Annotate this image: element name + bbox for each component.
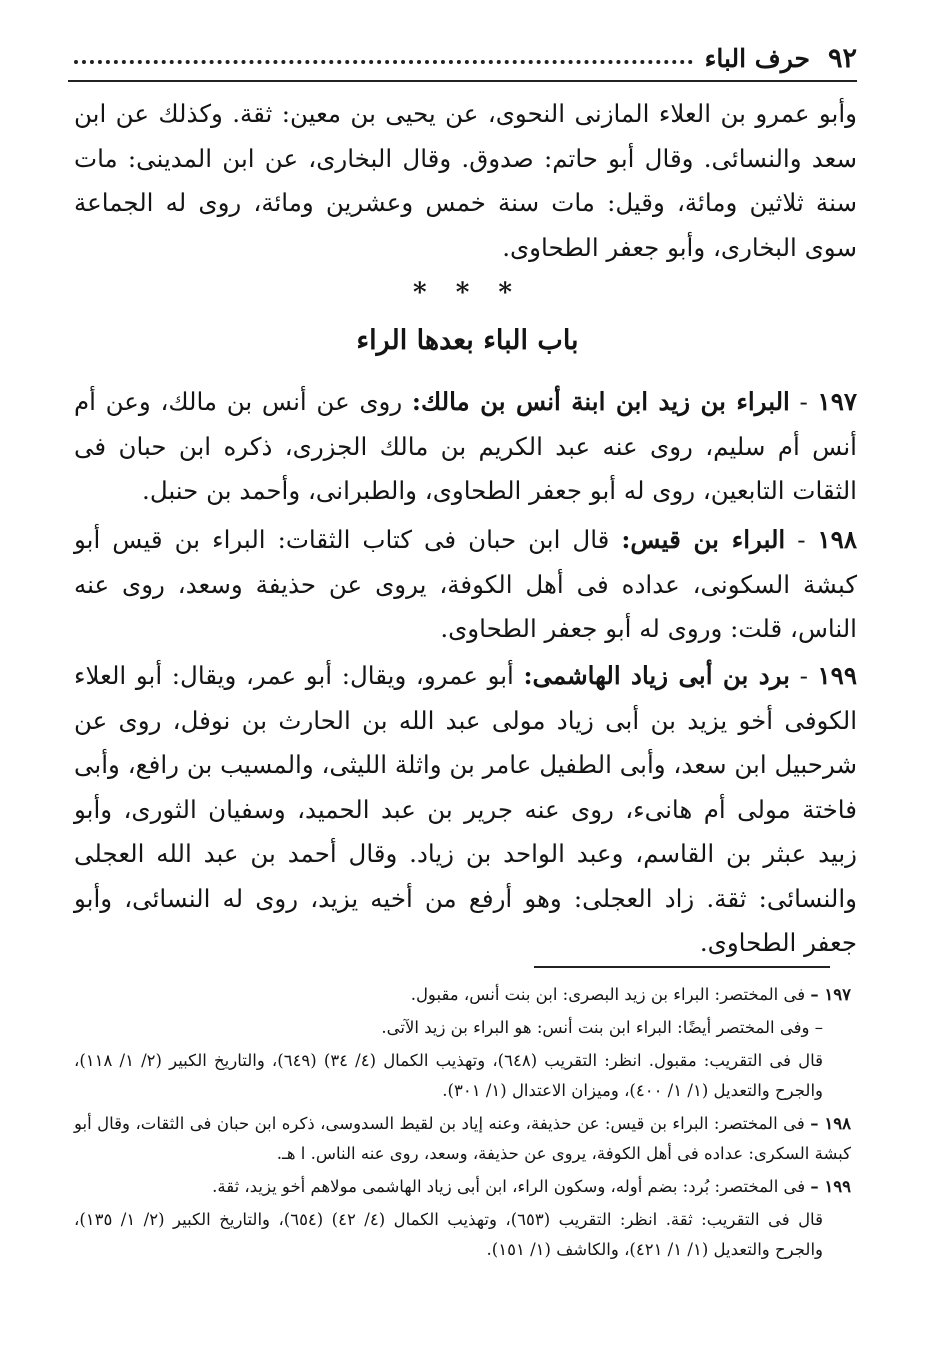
header-dot-leader (74, 60, 693, 64)
page-header (68, 40, 857, 76)
footnote-text: فى المختصر: البراء بن زيد البصرى: ابن بنت أنس، مقبول. (410, 985, 811, 1004)
entry-197 (74, 380, 857, 514)
footnote (74, 1205, 851, 1265)
entry-name: البراء بن قيس: (621, 525, 786, 554)
entry-number: ١٩٨ (817, 525, 857, 554)
header-rule (68, 80, 857, 82)
entry-number: ١٩٧ (817, 387, 858, 416)
entry-number: ١٩٩ (817, 661, 857, 690)
footnote (74, 980, 851, 1010)
chapter-title: حرف الباء (704, 43, 810, 73)
entry-name: البراء بن زيد ابن ابنة أنس بن مالك: (411, 387, 790, 416)
section-heading: باب الباء بعدها الراء (356, 325, 579, 356)
entry-dash: - (789, 661, 818, 690)
footnote-number: ١٩٨ – (810, 1114, 851, 1133)
footnote-text: قال فى التقريب: ثقة. انظر: التقريب (٦٥٣)، وتهذيب الكمال (٤/ ٤٢) (٦٥٤)، والتاريخ الكبير (٢/ ١/ ١٣٥)، والجرح والتعديل (١/ ١/ ٤٢١)، والكاشف (١/ ١٥١). (74, 1210, 823, 1259)
footnote-rule (534, 966, 830, 968)
entry-198 (74, 518, 857, 652)
footnote-text: فى المختصر: البراء بن قيس: عن حذيفة، وعنه إياد بن لقيط السدوسى، ذكره ابن حبان فى الثقات، وقال أبو كبشة السكرى: عداده فى أهل الكوفة، يروى عن حذيفة، وسعد، روى عنه الناس. ا هـ. (74, 1114, 851, 1163)
entry-dash: - (789, 387, 818, 416)
footnote (74, 1013, 851, 1043)
entry-name: برد بن أبى زياد الهاشمى: (523, 661, 790, 690)
page-number: ٩٢ (827, 42, 857, 74)
entry-text: قال ابن حبان فى كتاب الثقات: البراء بن قيس أبو كبشة السكونى، عداده فى أهل الكوفة، يروى عن حذيفة وسعد، روى عنه الناس، قلت: وروى له أبو جعفر الطحاوى. (74, 525, 857, 643)
entry-text: أبو عمرو، ويقال: أبو عمر، ويقال: أبو العلاء الكوفى أخو يزيد بن أبى زياد مولى عبد الله بن الحارث بن نوفل، روى عن شرحبيل ابن سعد، وأبى الطفيل عامر بن واثلة الليثى، والمسيب بن رافع، وأبى فاختة مولى أم هانىء، روى عنه جرير بن عبد الحميد، وسفيان الثورى، وأبو زبيد عبثر بن القاسم، وعبد الواحد بن زياد. وقال أحمد بن عبد الله العجلى والنسائى: ثقة. زاد العجلى: وهو أرفع من أخيه يزيد، روى له النسائى، وأبو جعفر الطحاوى. (74, 661, 857, 957)
entry-dash: - (785, 525, 818, 554)
footnote-number: ١٩٧ – (810, 985, 851, 1004)
footnote-number: ١٩٩ – (810, 1177, 851, 1196)
footnote-text: فى المختصر: بُرد: بضم أوله، وسكون الراء، ابن أبى زياد الهاشمى مولاهم أخو يزيد، ثقة. (212, 1177, 811, 1196)
footnotes (74, 980, 851, 1268)
section-separator: * * * (413, 278, 522, 308)
intro-paragraph: وأبو عمرو بن العلاء المازنى النحوى، عن يحيى بن معين: ثقة. وكذلك عن ابن سعد والنسائى. وقال أبو حاتم: صدوق. وقال البخارى، عن ابن المدينى: مات سنة ثلاثين ومائة، وقيل: مات سنة خمس وعشرين ومائة، روى له الجماعة سوى البخارى، وأبو جعفر الطحاوى. (74, 99, 857, 262)
entry-199 (74, 654, 857, 966)
footnote (74, 1109, 851, 1169)
entry-text: روى عن أنس بن مالك، وعن أم أنس أم سليم، روى عنه عبد الكريم بن مالك الجزرى، ذكره ابن حبان فى الثقات التابعين، روى له أبو جعفر الطحاوى، والطبرانى، وأحمد بن حنبل. (74, 387, 857, 505)
footnote-text: قال فى التقريب: مقبول. انظر: التقريب (٦٤٨)، وتهذيب الكمال (٤/ ٣٤) (٦٤٩)، والتاريخ الكبير (٢/ ١/ ١١٨)، والجرح والتعديل (١/ ١/ ٤٠٠)، وميزان الاعتدال (١/ ٣٠١). (74, 1051, 824, 1100)
footnote (74, 1046, 851, 1106)
footnote-text: – وفى المختصر أيضًا: البراء ابن بنت أنس: هو البراء بن زيد الآتى. (381, 1018, 823, 1037)
footnote (74, 1172, 851, 1202)
